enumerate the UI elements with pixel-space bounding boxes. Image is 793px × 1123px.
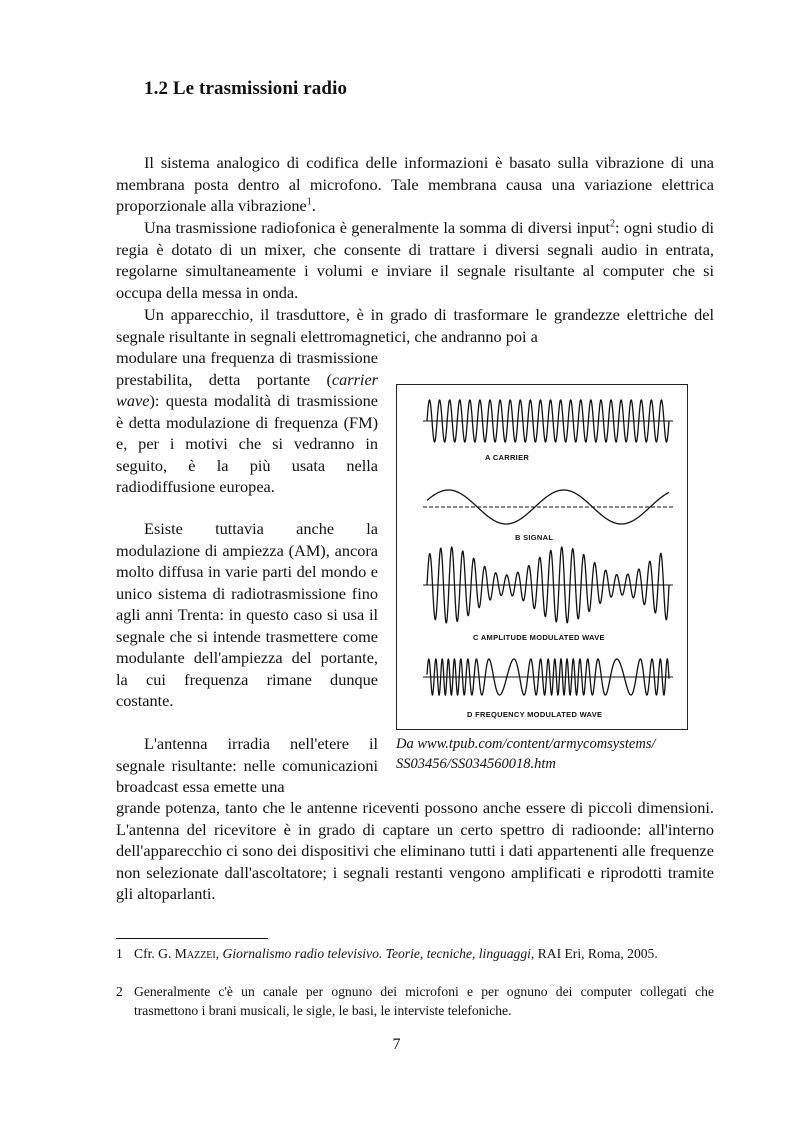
- paragraph-2: [116, 217, 714, 303]
- paragraph-3: Un apparecchio, il trasduttore, è in grado di trasformare le grandezze elettriche del segnale risultante in segnali elettromagnetici, che andranno poi a: [116, 305, 714, 346]
- footnote-ref-1[interactable]: 1: [306, 196, 312, 208]
- paragraph-4: grande potenza, tanto che le antenne riceventi possono anche essere di piccoli dimensioni. L'antenna del ricevitore è in grado di captare un certo spettro di radioonde: all'interno dell'apparecchio ci sono dei dispositivi che eliminano tutti i dati appartenenti alle frequenze non selezionate dall'ascoltatore; i segnali restanti vengono amplificati e riprodotti tramite gli altoparlanti.: [116, 798, 714, 903]
- footnote-ref-2[interactable]: 2: [609, 218, 615, 230]
- label-carrier: A CARRIER: [485, 453, 530, 462]
- footnote-1-post: , RAI Eri, Roma, 2005.: [530, 946, 658, 961]
- waveform-diagram: [397, 385, 687, 729]
- footnote-2: [116, 983, 714, 1020]
- footnote-1-title: Giornalismo radio televisivo. Teorie, tecniche, linguaggi: [222, 946, 531, 961]
- section-heading: 1.2 Le trasmissioni radio: [144, 78, 348, 99]
- paragraph-2-text-b: : ogni studio di regia è dotato di un mixer, che consente di trattare i diversi segnali audio in entrata, regolarne simultaneamente i volumi e inviare il segnale risultante al computer che si occupa della messa in onda.: [116, 218, 714, 302]
- wrapped-fm-after: ): questa modalità di trasmissione è detta modulazione di frequenza (FM) e, per i motivi che si vedranno in seguito, è la più usata nella radiodiffusione europea.: [116, 391, 378, 496]
- page-number: 7: [392, 1036, 401, 1053]
- footnote-1-sep: ,: [215, 946, 223, 961]
- footnote-1-pre: Cfr. G.: [134, 946, 175, 961]
- footnote-1-text: [134, 945, 714, 964]
- footnote-1-number: 1: [116, 946, 123, 961]
- footnote-1-author: Mazzei: [174, 946, 216, 961]
- carrier-wave-term: carrier wave: [116, 369, 378, 410]
- paragraph-1-end: .: [311, 196, 316, 215]
- signal-wave: [427, 490, 669, 524]
- paragraph-2-text-a: Una trasmissione radiofonica è generalmente la somma di diversi input: [144, 218, 610, 237]
- wrapped-paragraph-fm: [116, 347, 378, 498]
- paragraph-1: [116, 152, 714, 217]
- label-am-wave: C AMPLITUDE MODULATED WAVE: [473, 633, 605, 642]
- label-fm-wave: D FREQUENCY MODULATED WAVE: [467, 710, 603, 719]
- footnote-2-number: 2: [116, 984, 123, 999]
- wrapped-paragraph-antenna: L'antenna irradia nell'etere il segnale risultante: nelle comunicazioni broadcast essa emette una: [116, 734, 378, 796]
- wrapped-paragraph-am: Esiste tuttavia anche la modulazione di ampiezza (AM), ancora molto diffusa in varie parti del mondo e unico sistema di radiotrasmissione fino agli anni Trenta: in questo caso si usa il segnale che si intende trasmettere come modulante dell'ampiezza del portante, la cui frequenza rimane dunque costante.: [116, 519, 378, 710]
- wrapped-fm-before: modulare una frequenza di trasmissione prestabilita, detta portante (: [116, 348, 378, 389]
- paragraph-1-text: Il sistema analogico di codifica delle informazioni è basato sulla vibrazione di una membrana posta dentro al microfono. Tale membrana causa una variazione elettrica proporzionale alla vibrazione: [116, 153, 714, 215]
- label-signal: B SIGNAL: [515, 533, 554, 542]
- modulation-figure: [396, 384, 688, 730]
- footnote-separator: [116, 938, 268, 939]
- figure-caption: Da www.tpub.com/content/armycomsystems/ SS03456/SS034560018.htm: [396, 736, 656, 772]
- footnote-2-text: Generalmente c'è un canale per ognuno dei microfoni e per ognuno dei computer collegati che trasmettono i brani musicali, le sigle, le basi, le interviste telefoniche.: [134, 984, 714, 1018]
- footnote-1: [116, 945, 714, 964]
